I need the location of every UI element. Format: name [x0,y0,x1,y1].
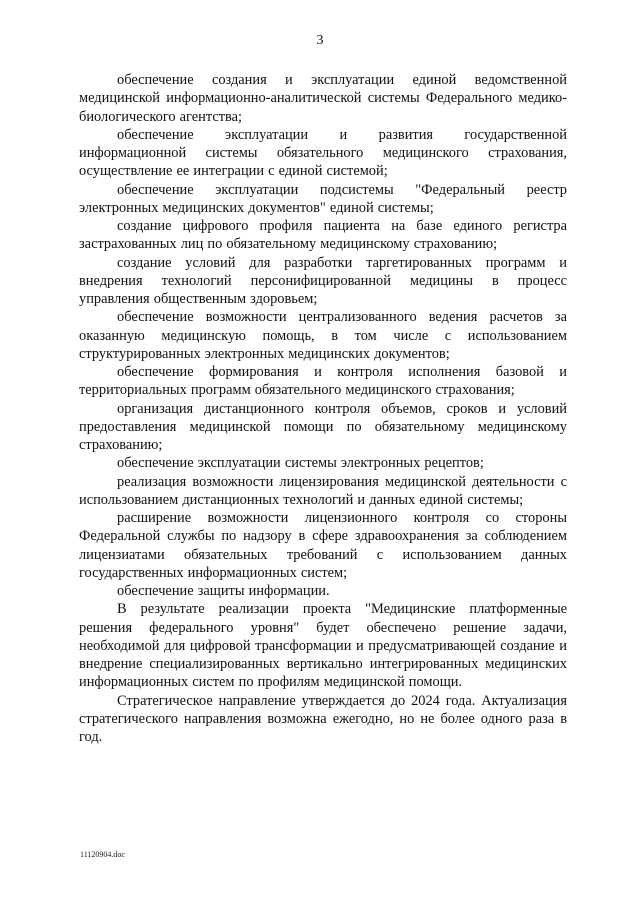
paragraph-remote-control: организация дистанционного контроля объемов, сроков и условий предоставления медицинской помощи по обязательному медицинскому страхованию; [79,400,567,453]
paragraph-licensing: реализация возможности лицензирования медицинской деятельности с использованием дистанционных технологий и данных единой системы; [79,473,567,508]
paragraph-e-prescriptions: обеспечение эксплуатации системы электронных рецептов; [117,455,484,472]
paragraph-targeted-programs: создание условий для разработки таргетированных программ и внедрения технологий персонифицированной медицины в процесс управления общественным здоровьем; [79,254,567,307]
paragraph-centralized-settlements: обеспечение возможности централизованного ведения расчетов за оказанную медицинскую помощь, в том числе с использованием структурированных электронных медицинских документов; [79,309,567,362]
paragraph-strategic-direction: Стратегическое направление утверждается до 2024 года. Актуализация стратегического направления возможна ежегодно, но не более одного раза в год. [79,692,567,745]
paragraph-data-protection: обеспечение защиты информации. [117,583,330,599]
paragraph-oms-system: обеспечение эксплуатации и развития государственной информационной системы обязательного медицинского страхования, осуществление ее интеграции с единой системой; [79,126,567,180]
paragraph-project-result: В результате реализации проекта "Медицинские платформенные решения федерального уровня" будет обеспечено решение задачи, необходимой для цифровой трансформации и предусматривающей создание и внедрение специализированных вертикально интегрированных медицинских информационных систем по профилям медицинской помощи. [79,601,567,691]
page-number: 3 [316,33,324,48]
paragraph-federal-registry: обеспечение эксплуатации подсистемы "Федеральный реестр электронных медицинских документов" единой системы; [79,181,567,216]
document-body [79,71,567,746]
paragraph-patient-profile: создание цифрового профиля пациента на базе единого регистра застрахованных лиц по обязательному медицинскому страхованию; [79,218,567,253]
paragraph-ufmba-system: обеспечение создания и эксплуатации единой ведомственной медицинской информационно-аналитической системы Федерального медико-биологического агентства; [79,72,567,125]
document-file-code: 11120904.doc [80,850,125,859]
paragraph-oms-programs: обеспечение формирования и контроля исполнения базовой и территориальных программ обязательного медицинского страхования; [79,364,567,399]
paragraph-license-control: расширение возможности лицензионного контроля со стороны Федеральной службы по надзору в сфере здравоохранения за соблюдением лицензиатами обязательных требований с использованием данных государственных информационных систем; [79,510,567,581]
